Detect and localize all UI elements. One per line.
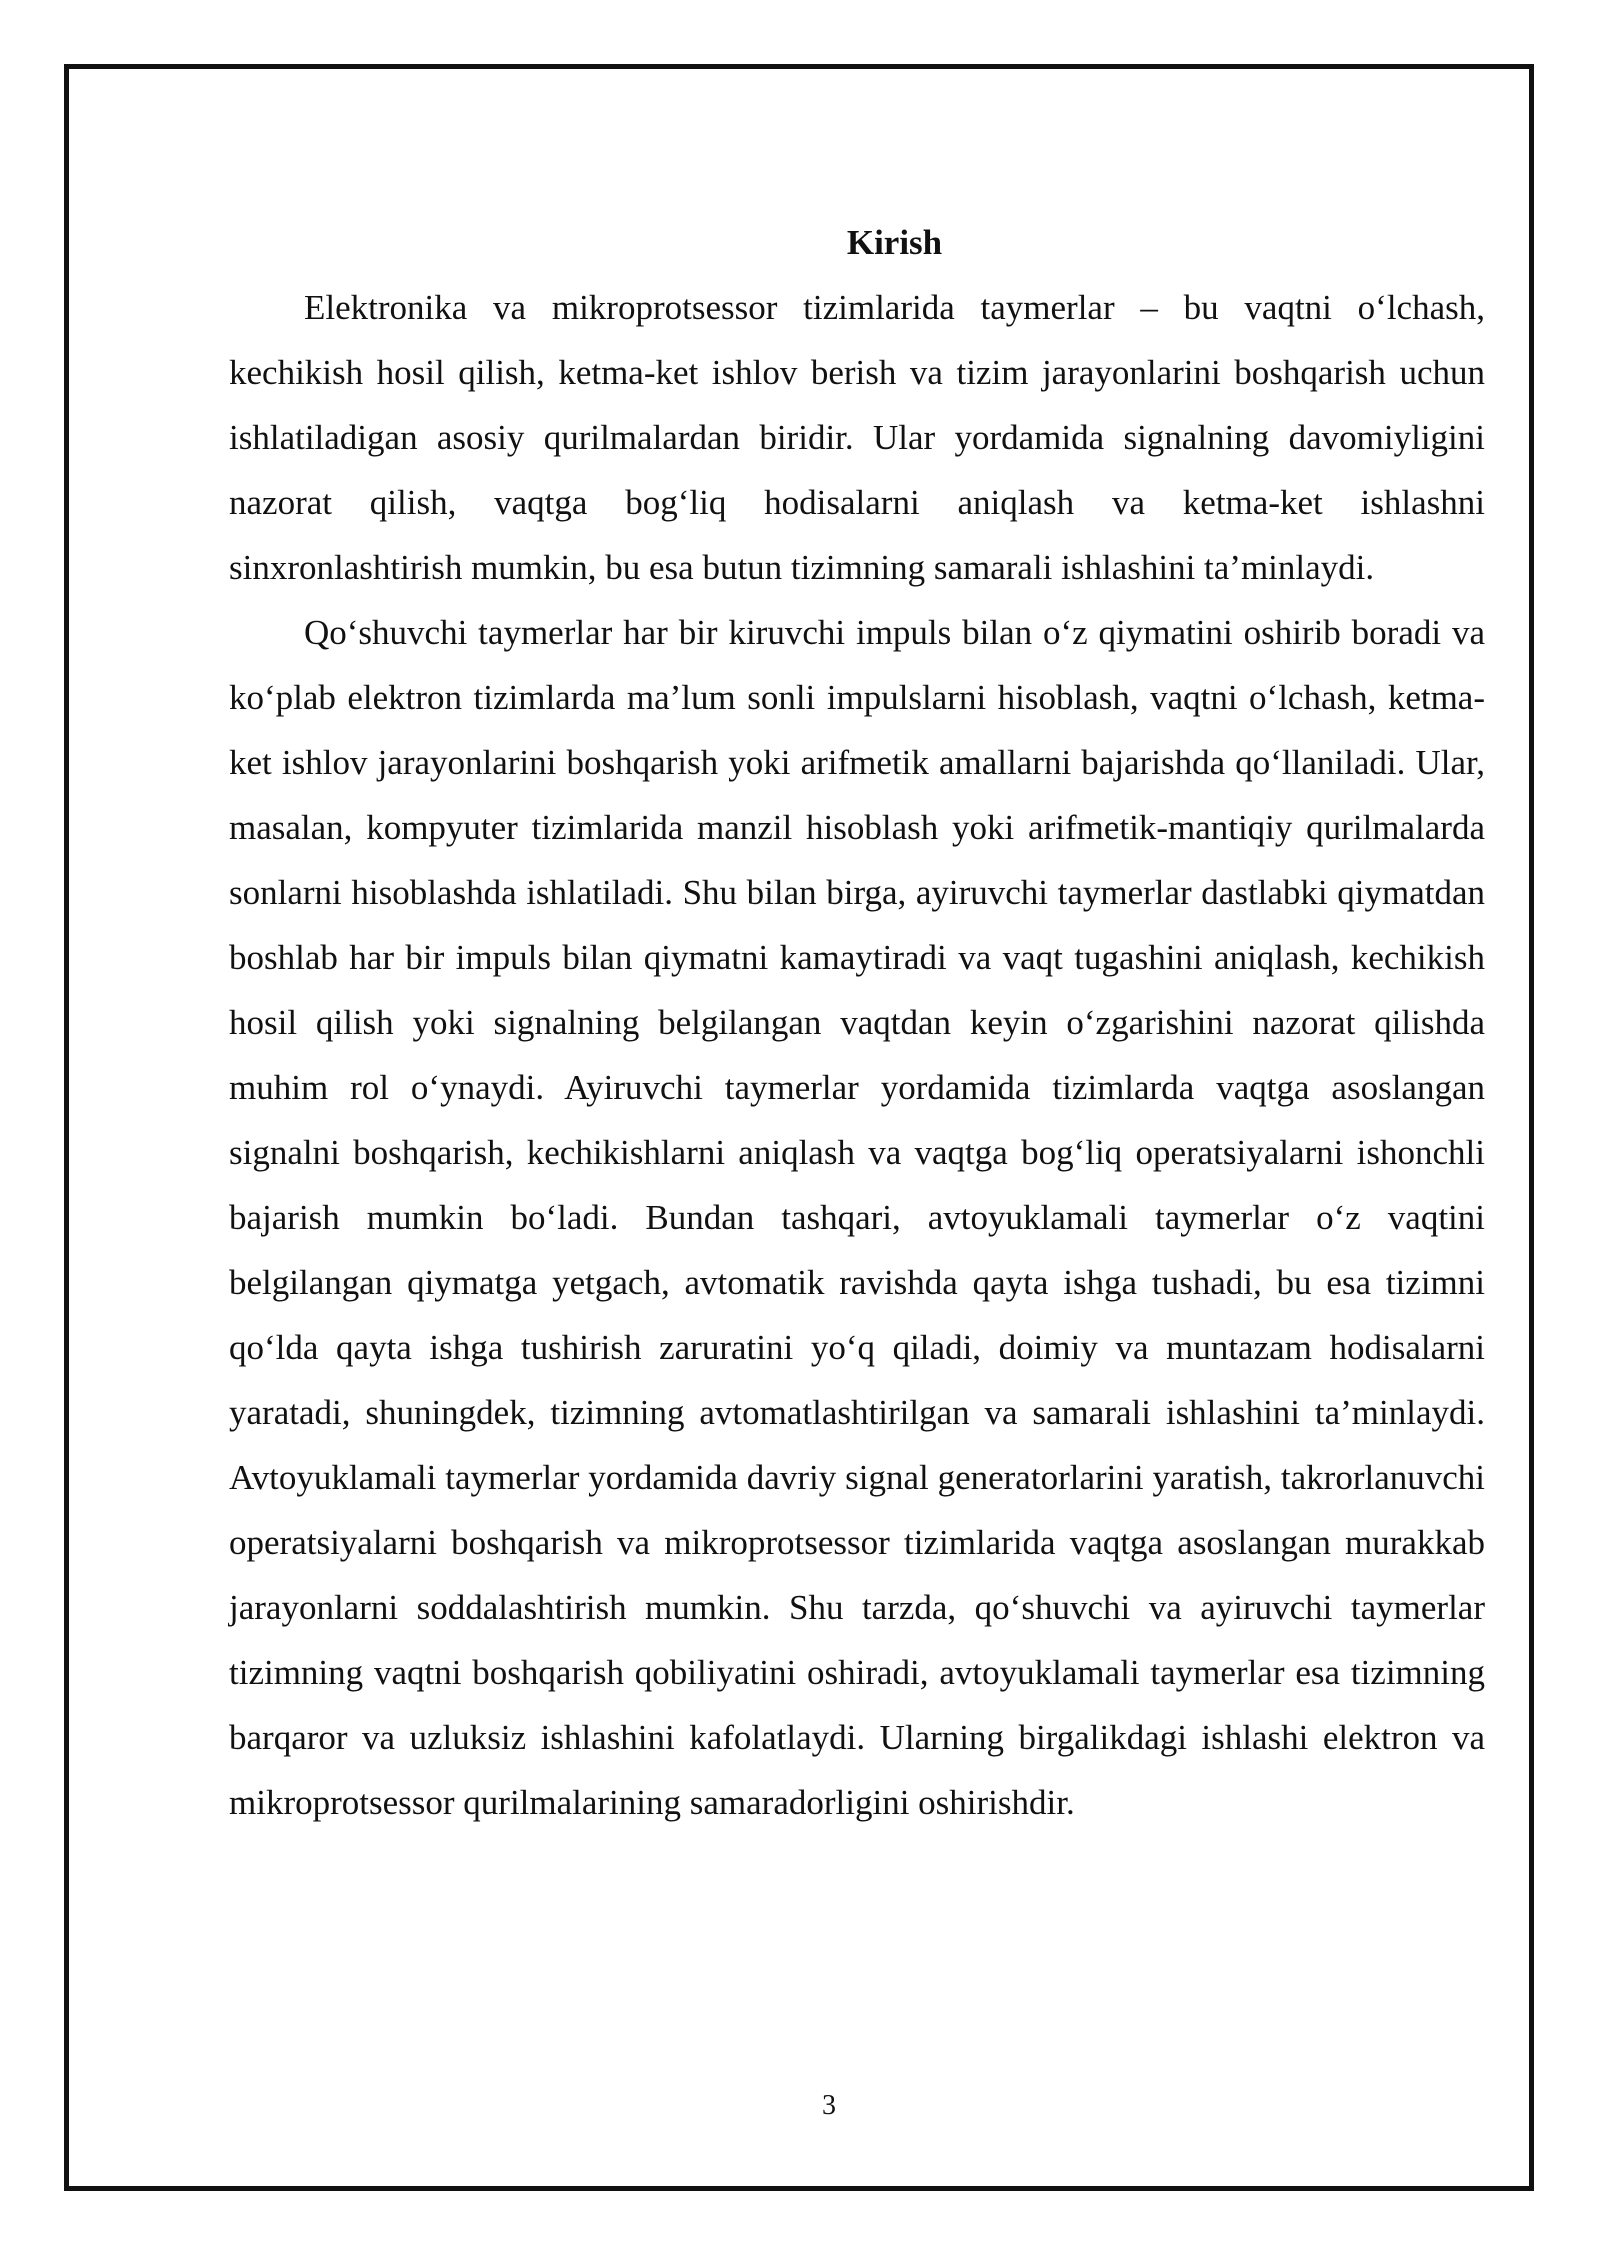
document-body — [229, 210, 1485, 1835]
paragraph-timers: Qo‘shuvchi taymerlar har bir kiruvchi impuls bilan o‘z qiymatini oshirib boradi va ko‘plab elektron tizimlarda ma’lum sonli impulslarni hisoblash, vaqtni o‘lchash, ketma-ket ishlov jarayonlarini boshqarish yoki arifmetik amallarni bajarishda qo‘llaniladi. Ular, masalan, kompyuter tizimlarida manzil hisoblash yoki arifmetik-mantiqiy qurilmalarda sonlarni hisoblashda ishlatiladi. Shu bilan birga, ayiruvchi taymerlar dastlabki qiymatdan boshlab har bir impuls bilan qiymatni kamaytiradi va vaqt tugashini aniqlash, kechikish hosil qilish yoki signalning belgilangan vaqtdan keyin o‘zgarishini nazorat qilishda muhim rol o‘ynaydi. Ayiruvchi taymerlar yordamida tizimlarda vaqtga asoslangan signalni boshqarish, kechikishlarni aniqlash va vaqtga bog‘liq operatsiyalarni ishonchli bajarish mumkin bo‘ladi. Bundan tashqari, avtoyuklamali taymerlar o‘z vaqtini belgilangan qiymatga yetgach, avtomatik ravishda qayta ishga tushadi, bu esa tizimni qo‘lda qayta ishga tushirish zaruratini yo‘q qiladi, doimiy va muntazam hodisalarni yaratadi, shuningdek, tizimning avtomatlashtirilgan va samarali ishlashini ta’minlaydi. Avtoyuklamali taymerlar yordamida davriy signal generatorlarini yaratish, takrorlanuvchi operatsiyalarni boshqarish va mikroprotsessor tizimlarida vaqtga asoslangan murakkab jarayonlarni soddalashtirish mumkin. Shu tarzda, qo‘shuvchi va ayiruvchi taymerlar tizimning vaqtni boshqarish qobiliyatini oshiradi, avtoyuklamali taymerlar esa tizimning barqaror va uzluksiz ishlashini kafolatlaydi. Ularning birgalikdagi ishlashi elektron va mikroprotsessor qurilmalarining samaradorligini oshirishdir. — [229, 613, 1485, 1822]
paragraph-intro: Elektronika va mikroprotsessor tizimlarida taymerlar – bu vaqtni o‘lchash, kechikish hosil qilish, ketma-ket ishlov berish va tizim jarayonlarini boshqarish uchun ishlatiladigan asosiy qurilmalardan biridir. Ular yordamida signalning davomiyligini nazorat qilish, vaqtga bog‘liq hodisalarni aniqlash va ketma-ket ishlashni sinxronlashtirish mumkin, bu esa butun tizimning samarali ishlashini ta’minlaydi. — [229, 288, 1485, 587]
section-title: Kirish — [846, 223, 943, 262]
page-number: 3 — [822, 2090, 836, 2121]
